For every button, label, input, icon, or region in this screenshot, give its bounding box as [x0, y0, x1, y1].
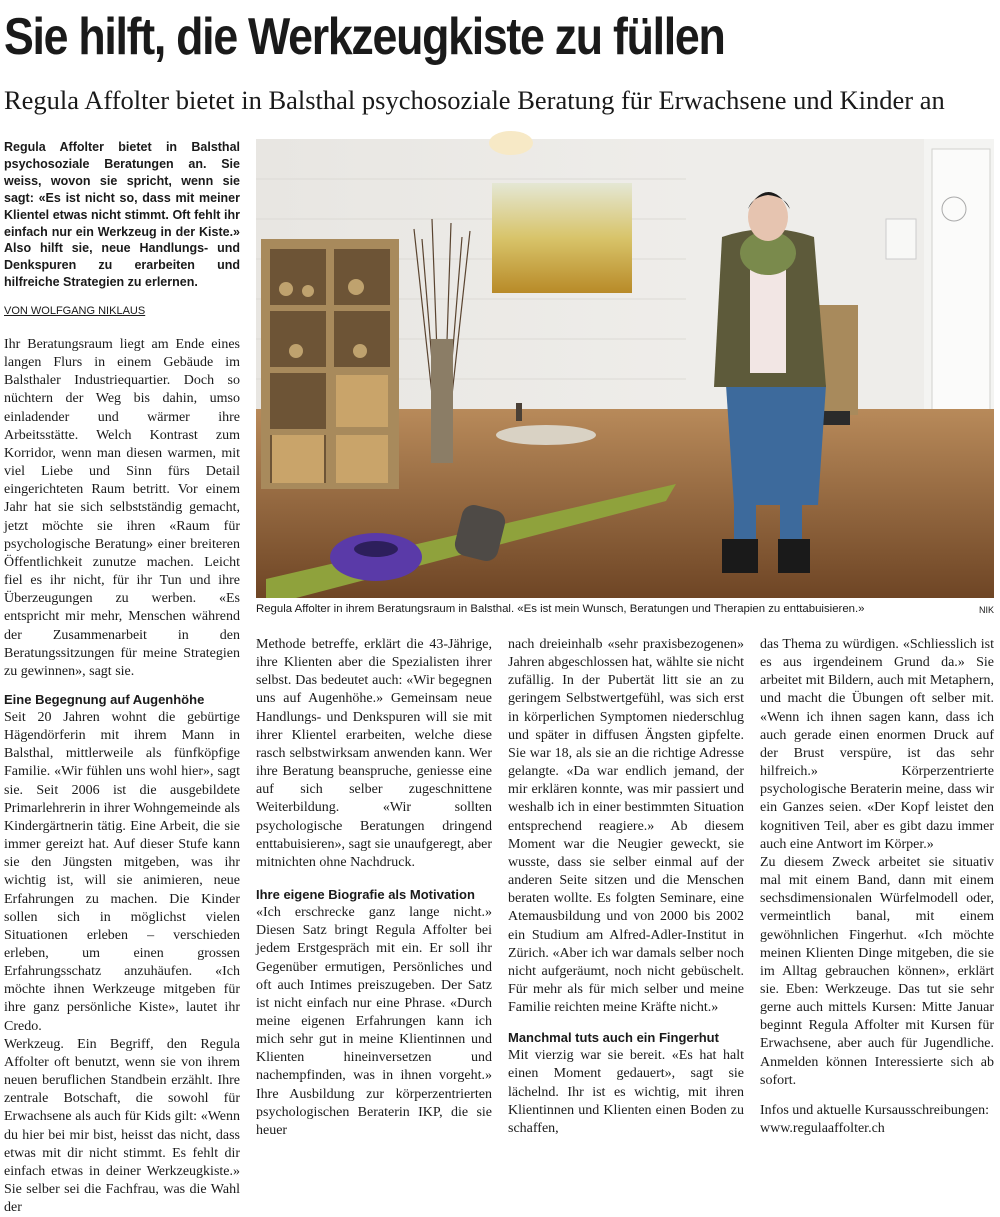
- paragraph: das Thema zu würdigen. «Schliesslich ist es aus irgendeinem Grund da.» Sie arbeitet mit Bildern, auch mit Metaphern, und macht die Übungen oft selber mit. «Wenn ich ihnen sagen kann, dass ich auch gerade einen enormen Druck auf der Brust verspüre, ist das sehr hilfreich.» Körperzentrierte psychologische Beraterin meine, dass wir ein Ganzes seien. «Der Kopf leistet den kognitiven Teil, aber es gibt dazu immer auch eine Antwort im Körper.»: [760, 637, 994, 852]
- photo-credit: NIK: [978, 605, 994, 615]
- section-heading: Manchmal tuts auch ein Fingerhut: [508, 1030, 719, 1046]
- section-heading: Ihre eigene Biografie als Motivation: [256, 887, 475, 903]
- paragraph: Infos und aktuelle Kursausschreibungen: www.regulaaffolter.ch: [760, 1102, 989, 1137]
- paragraph: Zu diesem Zweck arbeitet sie situativ mal mit einem Band, dann mit einem sechsdimensionalen Würfelmodell oder, vermeintlich banal, mit einem gewöhnlichen Fingerhut. «Ich möchte meinen Klienten Dinge mitgeben, die sie im Alltag gebrauchen können», erklärt sie. Eben: Werkzeuge. Das tut sie sehr gerne auch mittels Kursen: Mitte Januar beginnt Regula Affolter mit Kursen für Erwachsene, aber auch für Jugendliche. Anmelden können Interessierte sich ab sofort.: [760, 854, 994, 1088]
- paragraph: «Ich erschrecke ganz lange nicht.» Diesen Satz bringt Regula Affolter bei jedem Erstgespräch mit ein. Er soll ihr Gegenüber ermutigen, Persönliches und oft auch Intimes preiszugeben. Der Satz ist nicht einfach nur eine Phrase. «Durch meine eigenen Erfahrungen kann ich mich sehr gut in meine Klientinnen und Klienten hineinversetzen und nachempfinden, was in ihnen vorgeht.» Ihre Ausbildung zur körperzentrierten psychologischen Beraterin IKP, die sie heuer: [256, 905, 492, 1138]
- paragraph: Werkzeug. Ein Begriff, den Regula Affolter oft benutzt, wenn sie von ihrem neuen beruflichen Standbein erzählt. Ihre zentrale Botschaft, die sowohl für Erwachsene als auch für Kids gilt: «Wenn du hier bei mir bist, heisst das nicht, dass etwas mit dir nicht stimmt. Es fehlt dir einfach etwas in deiner Werkzeugkiste.» Sie selber sei die Fachfrau, was die Wahl der: [4, 1036, 240, 1216]
- counselling-room-photo: [256, 139, 994, 598]
- article-byline: VON WOLFGANG NIKLAUS: [4, 305, 146, 317]
- text-column-4: [760, 636, 994, 1138]
- paragraph: Seit 20 Jahren wohnt die gebürtige Hägendörferin mit ihrem Mann in Balsthal, mittlerweile als fünfköpfige Familie. «Wir fühlen uns wohl hier», sagt sie. Seit 2006 ist die ausgebildete Primarlehrerin in ihrer Wohngemeinde als Kindergärtnerin tätig. Eine Arbeit, die sie immer gereizt hat. Auf dieser Stufe kann sie den Jüngsten mitgeben, was ihr wichtig ist, will sie animieren, neue Erfahrungen zu machen. Die Kinder sollen sich in möglichst vielen Situationen erleben – verschieden erleben, um einen grossen Erfahrungsschatz anzuhäufen. «Ich möchte ihnen Werkzeuge mitgeben für ihre ganz persönliche Kiste», lautet ihr Credo.: [4, 709, 240, 1034]
- photo-caption: [256, 602, 994, 617]
- article-lead: Regula Affolter bietet in Balsthal psychosoziale Beratungen an. Sie weiss, wovon sie spricht, wenn sie sagt: «Es ist nicht so, dass mit meiner Klientel etwas nicht stimmt. Oft fehlt ihr einfach nur ein Werkzeug in der Kiste.» Also hilft sie, neue Handlungs- und Denkspuren zu erarbeiten und hilfreiche Strategien zu erlernen.: [4, 140, 240, 290]
- section-heading: Eine Begegnung auf Augenhöhe: [4, 691, 205, 707]
- paragraph: nach dreieinhalb «sehr praxisbezogenen» Jahren abgeschlossen hat, wählte sie nicht zufällig. In der Pubertät litt sie an zu geringem Selbstwertgefühl, was sich erst in körperlichen Symptomen niederschlug und später in diffusen Ängsten gipfelte. Sie war 18, als sie an die richtige Adresse gelangte. «Da war endlich jemand, der mir erklären konnte, was mir passiert und weshalb ich in einer bestimmten Situation entsprechend reagiere.» Ab diesem Moment war die Neugier geweckt, sie wusste, dass sie selber einmal auf der anderen Seite sitzen und die Menschen beraten wollte. Es folgten Seminare, eine Atemausbildung und von 2000 bis 2002 ein Studium am Alfred-Adler-Institut in Zürich. «Aber ich war damals selber noch nicht aufgeräumt, noch nicht gebüschelt. Für mehr als für mich selber und meine Familie reichten meine Kräfte nicht.»: [508, 637, 744, 1016]
- article-headline: Sie hilft, die Werkzeugkiste zu füllen: [4, 8, 725, 66]
- text-column-2: [256, 636, 492, 1140]
- text-column-1: [4, 336, 240, 1217]
- article-photo: [256, 139, 994, 598]
- photo-caption-text: Regula Affolter in ihrem Beratungsraum in Balsthal. «Es ist mein Wunsch, Beratungen und Therapien zu enttabuisieren.»: [256, 603, 865, 615]
- paragraph: Methode betreffe, erklärt die 43-Jährige, ihre Klienten aber die Spezialisten ihrer selbst. Das bedeutet auch: «Wir begegnen uns auf Augenhöhe.» Gemeinsam neue Handlungs- und Denkspuren will sie mit ihrer Klientel erarbeiten, welche diese rasch selbstwirksam anwenden kann. Wer ihre Beratung beanspruche, geniesse eine auf sich selber zugeschnittene Weiterbildung. «Wir sollten psychologische Beratungen dringend enttabuisieren», sagt sie unaufgeregt, aber mitnichten ohne Nachdruck.: [256, 637, 492, 870]
- paragraph: Ihr Beratungsraum liegt am Ende eines langen Flurs in einem Gebäude im Balsthaler Industriequartier. Doch so nüchtern der Weg bis dahin, umso einladender und wärmer ihre Arbeitsstätte. Welch Kontrast zum Korridor, wenn man diesen warmen, mit viel Liebe und Sinn fürs Detail eingerichteten Raum betritt. Vor einem Jahr hat sie sich selbstständig gemacht, jetzt möchte sie ihren «Raum für psychologische Beratung» einer breiteren Öffentlichkeit zunutze machen. Leicht fiel es ihr nicht, für ihr Tun und ihre Überzeugungen zu werben. «Es entspricht mir mehr, Menschen während der Zusammenarbeit in den Beratungssitzungen für meine Strategien zu gewinnen», sagt sie.: [4, 337, 240, 679]
- text-column-3: [508, 636, 744, 1138]
- paragraph: Mit vierzig war sie bereit. «Es hat halt einen Moment gedauert», sagt sie lächelnd. Ihr ist es wichtig, mit ihren Klientinnen und Klienten einen Boden zu schaffen,: [508, 1048, 744, 1136]
- article-subheadline: Regula Affolter bietet in Balsthal psychosoziale Beratung für Erwachsene und Kinder an: [4, 85, 945, 115]
